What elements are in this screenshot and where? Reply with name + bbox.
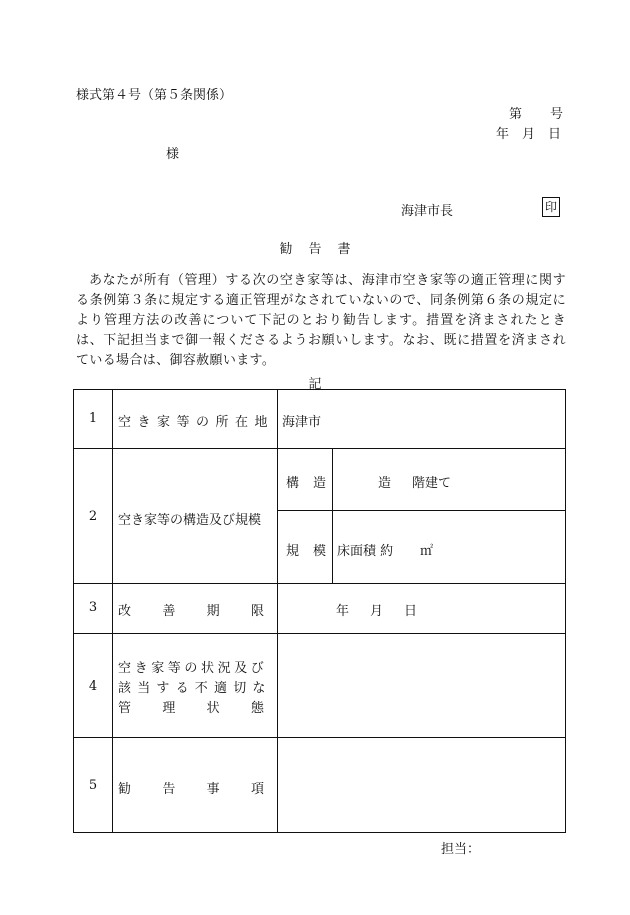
row-4-label-char: 理 (162, 701, 176, 716)
row-divider (74, 583, 565, 584)
row-4-label-char: 管 (118, 701, 132, 716)
row-divider (74, 448, 565, 449)
document-date (496, 123, 561, 142)
date-month: 月 (522, 127, 536, 142)
notice-table (73, 389, 566, 833)
deadline-year: 年 (336, 604, 350, 619)
date-day: 日 (548, 127, 562, 142)
row-4-number: 4 (88, 679, 98, 694)
row-divider (74, 633, 565, 634)
col-divider (112, 390, 113, 832)
sender-name: 海津市長 (401, 204, 454, 219)
structure-value-type: 造 (378, 476, 392, 491)
row-5-label-char: 事 (206, 782, 220, 797)
row-3-number: 3 (88, 600, 98, 615)
scale-value-area: 床面積 約 (337, 544, 394, 559)
row-3-label-char: 改 (118, 604, 132, 619)
structure-value-floors: 階建て (412, 476, 452, 491)
row-4-label-char: 態 (250, 701, 264, 716)
subrow-divider (277, 510, 565, 511)
deadline-month: 月 (370, 604, 384, 619)
contact-person-label: 担当： (441, 842, 481, 857)
row-3-label-char: 限 (250, 604, 264, 619)
row-4-label-char: 状 (206, 701, 220, 716)
row-3-label-char: 期 (206, 604, 220, 619)
form-number: 様式第４号（第５条関係） (76, 88, 233, 103)
row-5-label-char: 勧 (118, 782, 132, 797)
row-2-label: 空き家等の構造及び規模 (118, 513, 262, 528)
row-1-label: 空き家等の所在地 (118, 415, 275, 430)
ki-marker: 記 (308, 377, 322, 392)
row-1-value: 海津市 (282, 415, 322, 430)
scale-label: 規模 (286, 544, 341, 559)
col-divider (332, 448, 333, 583)
row-divider (74, 737, 565, 738)
row-5-label-char: 項 (250, 782, 264, 797)
doc-number-suffix: 号 (550, 107, 564, 122)
body-text: あなたが所有（管理）する次の空き家等は、海津市空き家等の適正管理に関する条例第３条に規定する適正管理がなされていないので、同条例第６条の規定により管理方法の改善について下記のとおり勧告します。措置を済まされたときは、下記担当まで御一報くださるようお願いします。なお、既に措置を済まされている場合は、御容赦願います。 (76, 273, 566, 368)
date-year: 年 (496, 127, 510, 142)
row-4-label-line-1: 空き家等の状況及び (118, 661, 268, 676)
row-5-label (118, 778, 264, 797)
document-title: 勧告書 (279, 242, 367, 257)
addressee: 様 (166, 147, 180, 162)
seal-mark: 印 (542, 197, 560, 217)
scale-value-unit: ㎡ (420, 544, 434, 559)
row-5-number: 5 (88, 778, 98, 793)
row-1-number: 1 (88, 411, 98, 426)
row-2-number: 2 (88, 509, 98, 524)
document-number (509, 103, 563, 122)
row-3-label-char: 善 (162, 604, 176, 619)
row-4-label-line-2: 該当する不適切な (118, 681, 272, 696)
row-5-label-char: 告 (162, 782, 176, 797)
col-divider (277, 390, 278, 832)
deadline-day: 日 (404, 604, 418, 619)
structure-label: 構造 (286, 476, 341, 491)
row-4-label-line-3 (118, 697, 264, 716)
row-3-label (118, 600, 264, 619)
doc-number-prefix: 第 (509, 107, 523, 122)
